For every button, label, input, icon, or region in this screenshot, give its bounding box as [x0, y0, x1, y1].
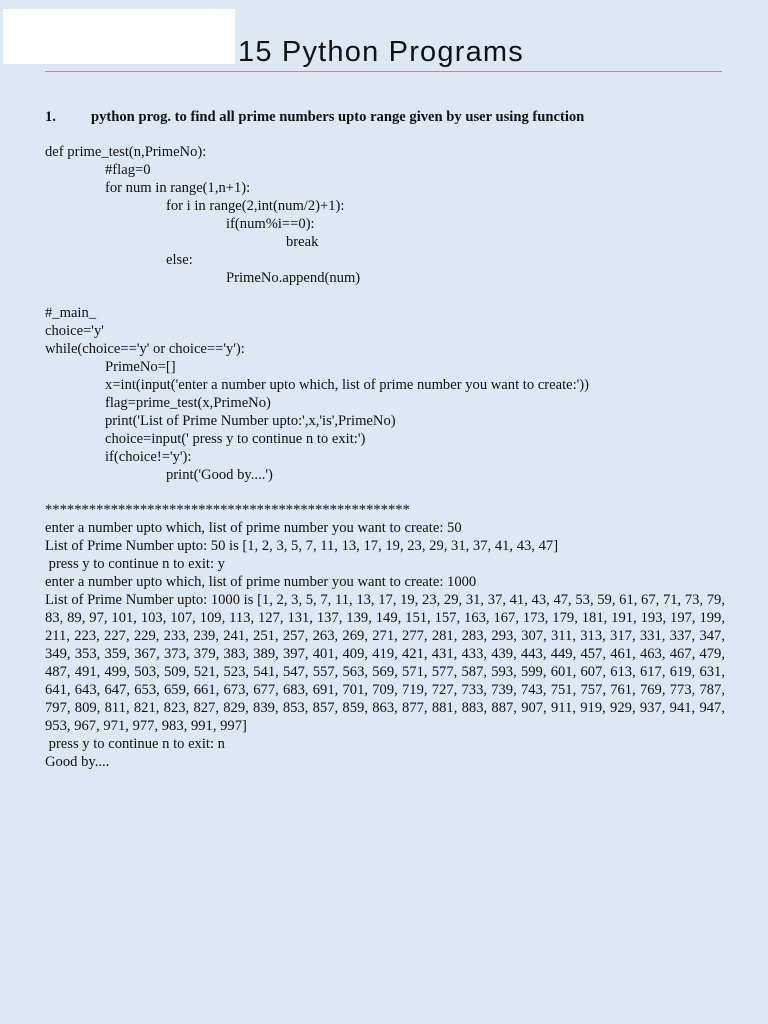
code-line: choice=input(' press y to continue n to exit:')	[105, 431, 366, 447]
document-body	[45, 108, 725, 771]
program-output	[45, 501, 725, 771]
output-prime-list: List of Prime Number upto: 1000 is [1, 2, 3, 5, 7, 11, 13, 17, 19, 23, 29, 31, 37, 41, 43, 47, 53, 59, 61, 67, 71, 73, 79, 83, 89, 97, 101, 103, 107, 109, 113, 127, 131, 137, 139, 149, 151, 157, 163, 167, 173, 179, 181, 191, 193, 197, 199, 211, 223, 227, 229, 233, 239, 241, 251, 257, 263, 269, 271, 277, 281, 283, 293, 307, 311, 313, 317, 331, 337, 347, 349, 353, 359, 367, 373, 379, 383, 389, 397, 401, 409, 419, 421, 431, 433, 439, 443, 449, 457, 461, 463, 467, 479, 487, 491, 499, 503, 509, 521, 523, 541, 547, 557, 563, 569, 571, 577, 587, 593, 599, 601, 607, 613, 617, 619, 631, 641, 643, 647, 653, 659, 661, 673, 677, 683, 691, 701, 709, 719, 727, 733, 739, 743, 751, 757, 761, 769, 773, 787, 797, 809, 811, 821, 823, 827, 829, 839, 853, 857, 859, 863, 877, 881, 883, 887, 907, 911, 919, 929, 937, 941, 947, 953, 967, 971, 977, 983, 991, 997]	[45, 592, 725, 734]
code-line: choice='y'	[45, 323, 104, 339]
output-line: press y to continue n to exit: y	[45, 556, 225, 572]
section-number: 1.	[45, 109, 56, 125]
output-separator: **************************************************	[45, 502, 410, 518]
code-line: x=int(input('enter a number upto which, list of prime number you want to create:'))	[105, 377, 590, 393]
code-line: #flag=0	[105, 162, 151, 178]
code-main-block	[45, 304, 725, 484]
output-line: List of Prime Number upto: 50 is [1, 2, 3, 5, 7, 11, 13, 17, 19, 23, 29, 31, 37, 41, 43, 47]	[45, 538, 559, 554]
output-line: enter a number upto which, list of prime number you want to create: 50	[45, 520, 462, 536]
output-line: enter a number upto which, list of prime number you want to create: 1000	[45, 574, 477, 590]
code-line: print('List of Prime Number upto:',x,'is',PrimeNo)	[105, 413, 396, 429]
code-line: for i in range(2,int(num/2)+1):	[166, 198, 345, 214]
code-line: print('Good by....')	[166, 467, 273, 483]
code-line: #_main_	[45, 305, 97, 321]
code-line: PrimeNo=[]	[105, 359, 176, 375]
code-line: PrimeNo.append(num)	[226, 270, 361, 286]
section-heading	[45, 108, 725, 126]
code-line: break	[286, 234, 319, 250]
code-line: else:	[166, 252, 193, 268]
header-blank-area	[3, 9, 235, 64]
output-line: press y to continue n to exit: n	[45, 736, 225, 752]
code-line: for num in range(1,n+1):	[105, 180, 251, 196]
section-title: python prog. to find all prime numbers upto range given by user using function	[91, 109, 585, 125]
title-divider	[45, 71, 722, 72]
code-function-block	[45, 143, 725, 287]
page-title: 15 Python Programs	[238, 36, 524, 68]
code-line: if(num%i==0):	[226, 216, 315, 232]
code-line: while(choice=='y' or choice=='y'):	[45, 341, 245, 357]
output-line: Good by....	[45, 754, 110, 770]
code-line: flag=prime_test(x,PrimeNo)	[105, 395, 271, 411]
code-line: if(choice!='y'):	[105, 449, 192, 465]
code-line: def prime_test(n,PrimeNo):	[45, 144, 207, 160]
